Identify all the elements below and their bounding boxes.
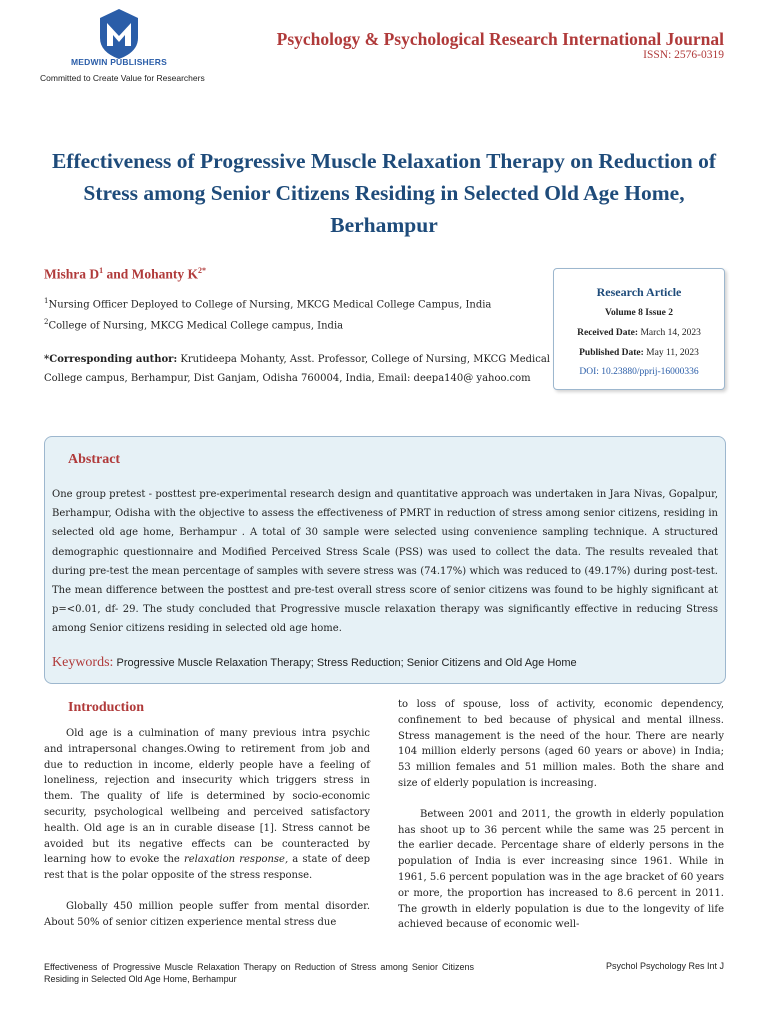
publisher-name: MEDWIN PUBLISHERS: [71, 57, 167, 67]
article-title: Effectiveness of Progressive Muscle Relaxation Therapy on Reduction of Stress among Senior Citizens Residing in Selected Old Age Home, Berhampur: [51, 149, 717, 237]
keywords: [52, 655, 718, 671]
corresponding-author-details: Krutideepa Mohanty, Asst. Professor, College of Nursing, MKCG Medical College campus, Berhampur, Dist Ganjam, Odisha 760004, India, Email: deepa140@ yahoo.com: [44, 354, 551, 384]
author-list: [44, 266, 206, 283]
abstract-box: [44, 436, 726, 684]
affiliation-1: $^1$Nursing Officer Deployed to College of Nursing, MKCG Medical College Campus, India: [44, 297, 492, 311]
article-info-box: [553, 268, 725, 390]
author-separator: and: [103, 266, 132, 282]
affiliation-2: $^2$College of Nursing, MKCG Medical College campus, India: [44, 318, 344, 332]
corresponding-author: *Corresponding author: Krutideepa Mohanty, Asst. Professor, College of Nursing, MKCG Medical College campus, Berhampur, Dist Ganjam, Odisha 760004, India, Email: deepa140@ yahoo.com: [44, 354, 551, 384]
abstract-heading: Abstract: [68, 452, 121, 467]
author-1: Mishra D: [44, 266, 100, 282]
medwin-logo-icon: [98, 8, 140, 60]
footer-running-title: Effectiveness of Progressive Muscle Relaxation Therapy on Reduction of Stress among Senior Citizens Residing in Selected Old Age Home, Berhampur: [44, 962, 474, 984]
author-2: Mohanty K: [131, 266, 199, 282]
keywords-label: Keywords:: [52, 655, 114, 670]
journal-issn: ISSN: 2576-0319: [643, 49, 724, 61]
body-paragraph: Old age is a culmination of many previous intra psychic and intrapersonal changes.Owing to retirement from job and due to reduction in income, elderly people have a feeling of loneliness, rejection and insecurity which triggers stress in them. The quality of life is determined by socio-economic security, psychological wellbeing and perceived satisfactory health. Old age is an in curable disease [1]. Stress cannot be avoided but its negative effects can be counteracted by learning how to evoke the relaxation response, a state of deep rest that is the polar opposite of the stress response.: [44, 728, 370, 882]
journal-title: Psychology & Psychological Research International Journal: [276, 29, 724, 49]
introduction-heading: Introduction: [68, 700, 144, 715]
published-date: Published Date: May 11, 2023: [579, 348, 699, 358]
right-column: [398, 697, 724, 933]
abstract-text: One group pretest - posttest pre-experimental research design and quantitative approach was undertaken in Jara Nivas, Gopalpur, Berhampur, Odisha with the objective to assess the effectiveness of PMRT in reduction of stress among senior citizens, residing in selected old age home, Berhampur . A total of 30 sample were selected using convenience sampling technique. A structured demographic questionnaire and Modified Perceived Stress Scale (PSS) was used to collect the data. The results revealed that during pre-test the mean percentage of samples with severe stress was (74.17%) which was reduced to (49.17%) during post-test. The mean difference between the posttest and pre-test overall stress score of senior citizens was found to be highly significant at p=<0.01, df- 29. The study concluded that Progressive muscle relaxation therapy was significantly effective in reducing Stress among Senior citizens residing in selected old age home.: [52, 489, 718, 635]
received-date: Received Date: March 14, 2023: [577, 328, 701, 338]
author-1-affiliation-mark: 1: [99, 266, 104, 275]
footer-journal-abbrev: Psychol Psychology Res Int J: [605, 961, 724, 971]
author-2-affiliation-mark: 2*: [198, 266, 207, 275]
body-paragraph: Between 2001 and 2011, the growth in elderly population has shoot up to 36 percent while the same was 25 percent in the earlier decade. Percentage share of elderly persons in the population of India is ever increasing since 1961. While in 1961, 5.6 percent population was in the age bracket of 60 years or more, the proportion has increased to 8.6 percent in 2011. The growth in elderly population is due to the longevity of life achieved because of economic well-: [398, 808, 724, 931]
keywords-list: Progressive Muscle Relaxation Therapy; Stress Reduction; Senior Citizens and Old Age Home: [113, 657, 577, 669]
body-paragraph: to loss of spouse, loss of activity, economic dependency, confinement to bed because of physical and mental illness. Stress management is the need of the hour. There are nearly 104 million elderly persons (aged 60 years or above) in India; 53 million females and 51 million males. Both the share and size of elderly population is increasing.: [398, 699, 724, 789]
volume-issue: Volume 8 Issue 2: [604, 308, 673, 318]
doi-link[interactable]: DOI: 10.23880/pprij-16000336: [579, 367, 699, 377]
left-column: [44, 726, 370, 931]
article-type: Research Article: [596, 285, 682, 299]
publisher-tagline: Committed to Create Value for Researchers: [40, 73, 205, 83]
body-paragraph: Globally 450 million people suffer from mental disorder. About 50% of senior citizen experience mental stress due: [44, 900, 370, 928]
